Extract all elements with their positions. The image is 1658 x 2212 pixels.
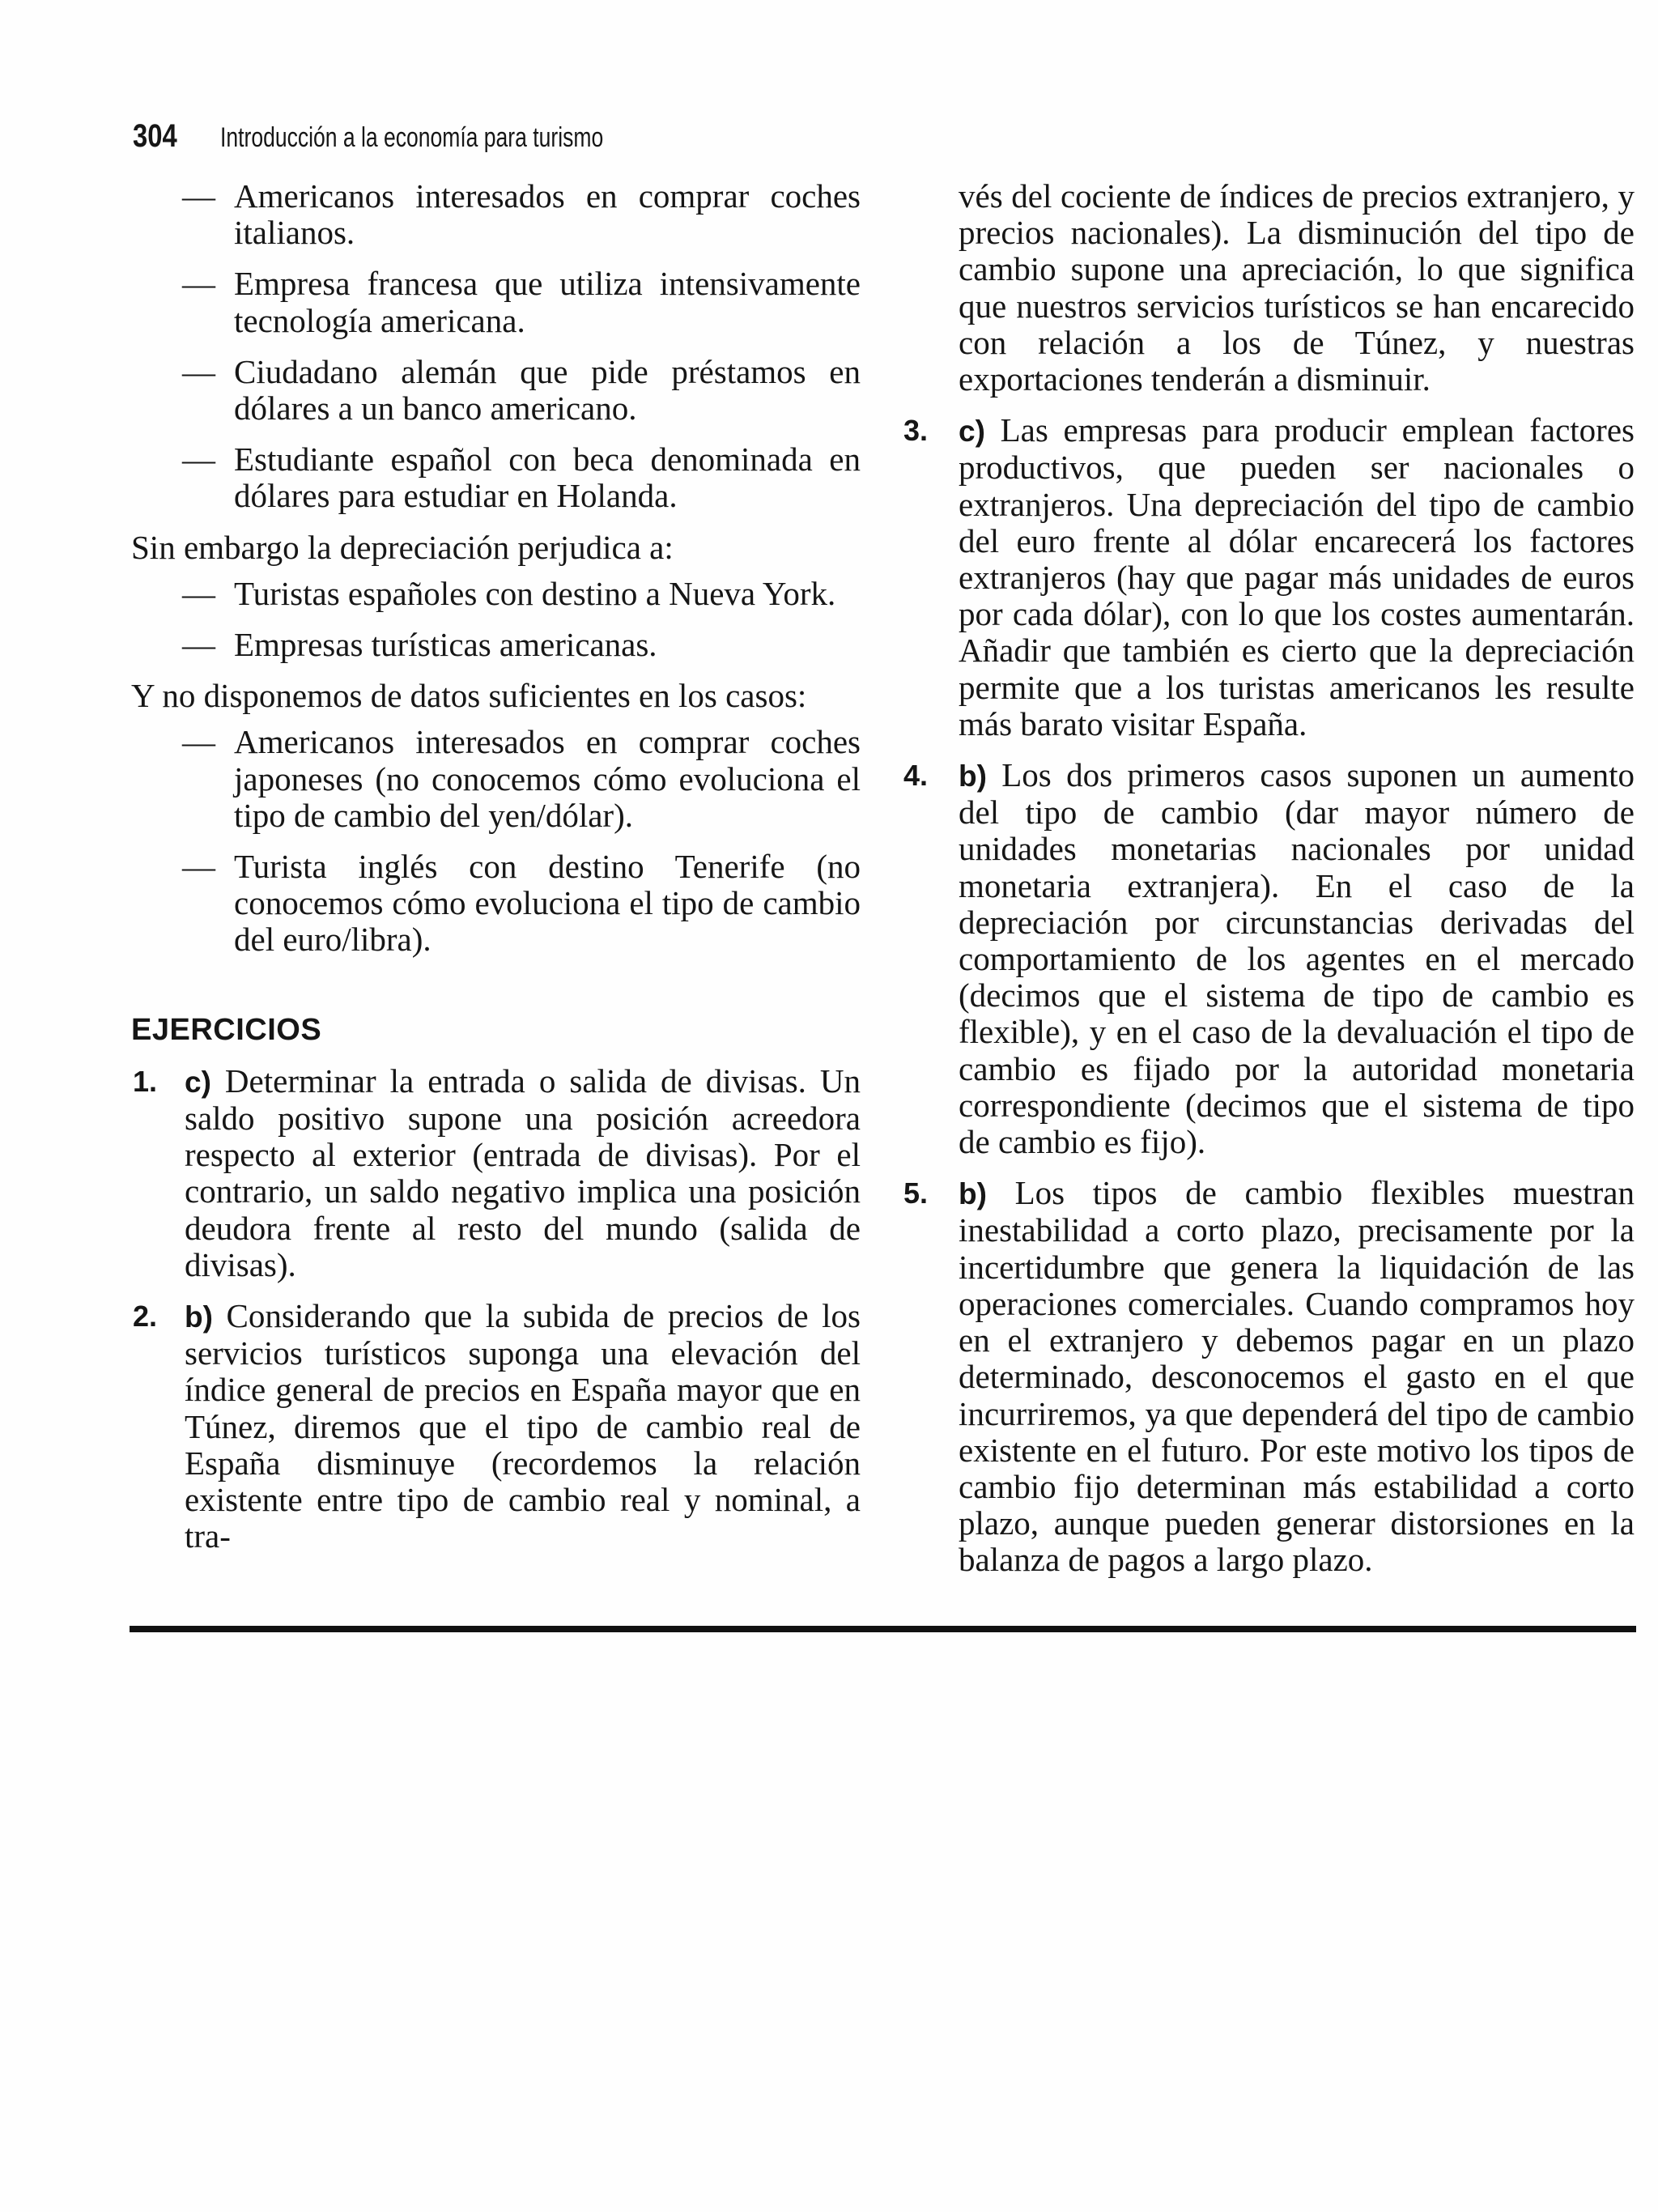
exercise-number: 3. [903, 414, 929, 448]
exercise-text: vés del cociente de índices de precios extranjero, y precios nacionales). La disminución del tipo de cambio supone una apreciación, lo que significa que nuestros servicios turísticos se han encarecido con relación a los de Túnez, y nuestras exportaciones tenderán a disminuir. [959, 177, 1635, 398]
dash-bullet: — [182, 265, 215, 303]
exercise-item [133, 1298, 861, 1555]
exercise-item [903, 1175, 1635, 1578]
list-item [182, 266, 861, 338]
list-item [182, 849, 861, 959]
list-item [182, 576, 861, 612]
right-column [904, 178, 1635, 1593]
list-item-text: Ciudadano alemán que pide préstamos en dólares a un banco americano. [234, 352, 861, 428]
dash-bullet: — [182, 440, 215, 479]
exercise-text: Considerando que la subida de precios de los servicios turísticos suponga una elevación del índice general de precios en España mayor que en Túnez, diremos que el tipo de cambio real de España disminuye (recordemos la relación existente entre tipo de cambio real y nominal, a tra- [185, 1297, 861, 1555]
exercise-item [903, 757, 1635, 1160]
exercise-text: Las empresas para producir emplean factores productivos, que pueden ser nacionales o extranjeros. Una depreciación del tipo de cambio del euro frente al dólar encarecerá los factores extranjeros (hay que pagar más unidades de euros por cada dólar), con lo que los costes aumentarán. Añadir que también es cierto que la depreciación permite que a los turistas americanos les resulte más barato visitar España. [959, 411, 1635, 742]
answer-letter: c) [185, 1065, 211, 1099]
paragraph: Y no disponemos de datos suficientes en los casos: [131, 677, 807, 715]
dash-bullet: — [182, 177, 215, 215]
section-heading: EJERCICIOS [131, 1012, 322, 1047]
list-item-text: Turista inglés con destino Tenerife (no conocemos cómo evoluciona el tipo de cambio del euro/libra). [234, 848, 861, 959]
paragraph: Sin embargo la depreciación perjudica a: [131, 528, 674, 566]
list-item-text: Turistas españoles con destino a Nueva York. [234, 574, 836, 612]
answer-letter: c) [959, 415, 985, 449]
list-item-text: Americanos interesados en comprar coches japoneses (no conocemos cómo evoluciona el tipo de cambio del yen/dólar). [234, 723, 861, 834]
dash-bullet: — [182, 626, 215, 664]
footer-rule [130, 1626, 1636, 1632]
list-item [182, 627, 861, 663]
left-column [131, 177, 861, 1570]
exercise-item [903, 412, 1635, 742]
answer-letter: b) [959, 759, 987, 793]
answer-letter: b) [185, 1300, 213, 1334]
exercise-continuation [903, 178, 1635, 398]
list-item [182, 441, 861, 514]
exercise-number: 1. [133, 1064, 158, 1098]
running-title: Introducción a la economía para turismo [220, 122, 604, 153]
exercise-item [133, 1063, 861, 1283]
list-item-text: Empresa francesa que utiliza intensivamente tecnología americana. [234, 265, 861, 339]
list-item [182, 178, 861, 251]
exercise-text: Los tipos de cambio flexibles muestran inestabilidad a corto plazo, precisamente por la incertidumbre que genera la liquidación de las operaciones comerciales. Cuando compramos hoy en el extranjero y debemos pagar en un plazo determinado, desconocemos el gasto en el que incurriremos, ya que dependerá del tipo de cambio existente en el futuro. Por este motivo los tipos de cambio fijo determinan más estabilidad a corto plazo, aunque pueden generar distorsiones en la balanza de pagos a largo plazo. [959, 1174, 1635, 1579]
exercise-number: 2. [133, 1300, 158, 1334]
exercise-text: Los dos primeros casos suponen un aumento del tipo de cambio (dar mayor número de unidades monetarias nacionales por unidad monetaria extranjera). En el caso de la depreciación por circunstancias derivadas del comportamiento de los agentes en el mercado (decimos que el sistema de tipo de cambio es flexible), y en el caso de la devaluación el tipo de cambio es fijado por la autoridad monetaria correspondiente (decimos que el sistema de tipo de cambio es fijo). [959, 756, 1635, 1161]
dash-bullet: — [182, 574, 215, 612]
answer-letter: b) [959, 1177, 987, 1211]
list-item-text: Estudiante español con beca denominada en dólares para estudiar en Holanda. [234, 440, 861, 515]
list-item [182, 724, 861, 834]
page-header [133, 118, 712, 167]
list-item-text: Americanos interesados en comprar coches italianos. [234, 177, 861, 252]
exercise-number: 4. [903, 759, 929, 793]
list-item-text: Empresas turísticas americanas. [234, 626, 657, 664]
dash-bullet: — [182, 848, 215, 886]
exercise-number: 5. [903, 1176, 929, 1210]
exercise-text: Determinar la entrada o salida de divisas. Un saldo positivo supone una posición acreedora respecto al exterior (entrada de divisas). Por el contrario, un saldo negativo implica una posición deudora frente al resto del mundo (salida de divisas). [185, 1061, 861, 1283]
list-item [182, 354, 861, 427]
page-number: 304 [133, 118, 177, 154]
dash-bullet: — [182, 352, 215, 390]
dash-bullet: — [182, 723, 215, 761]
